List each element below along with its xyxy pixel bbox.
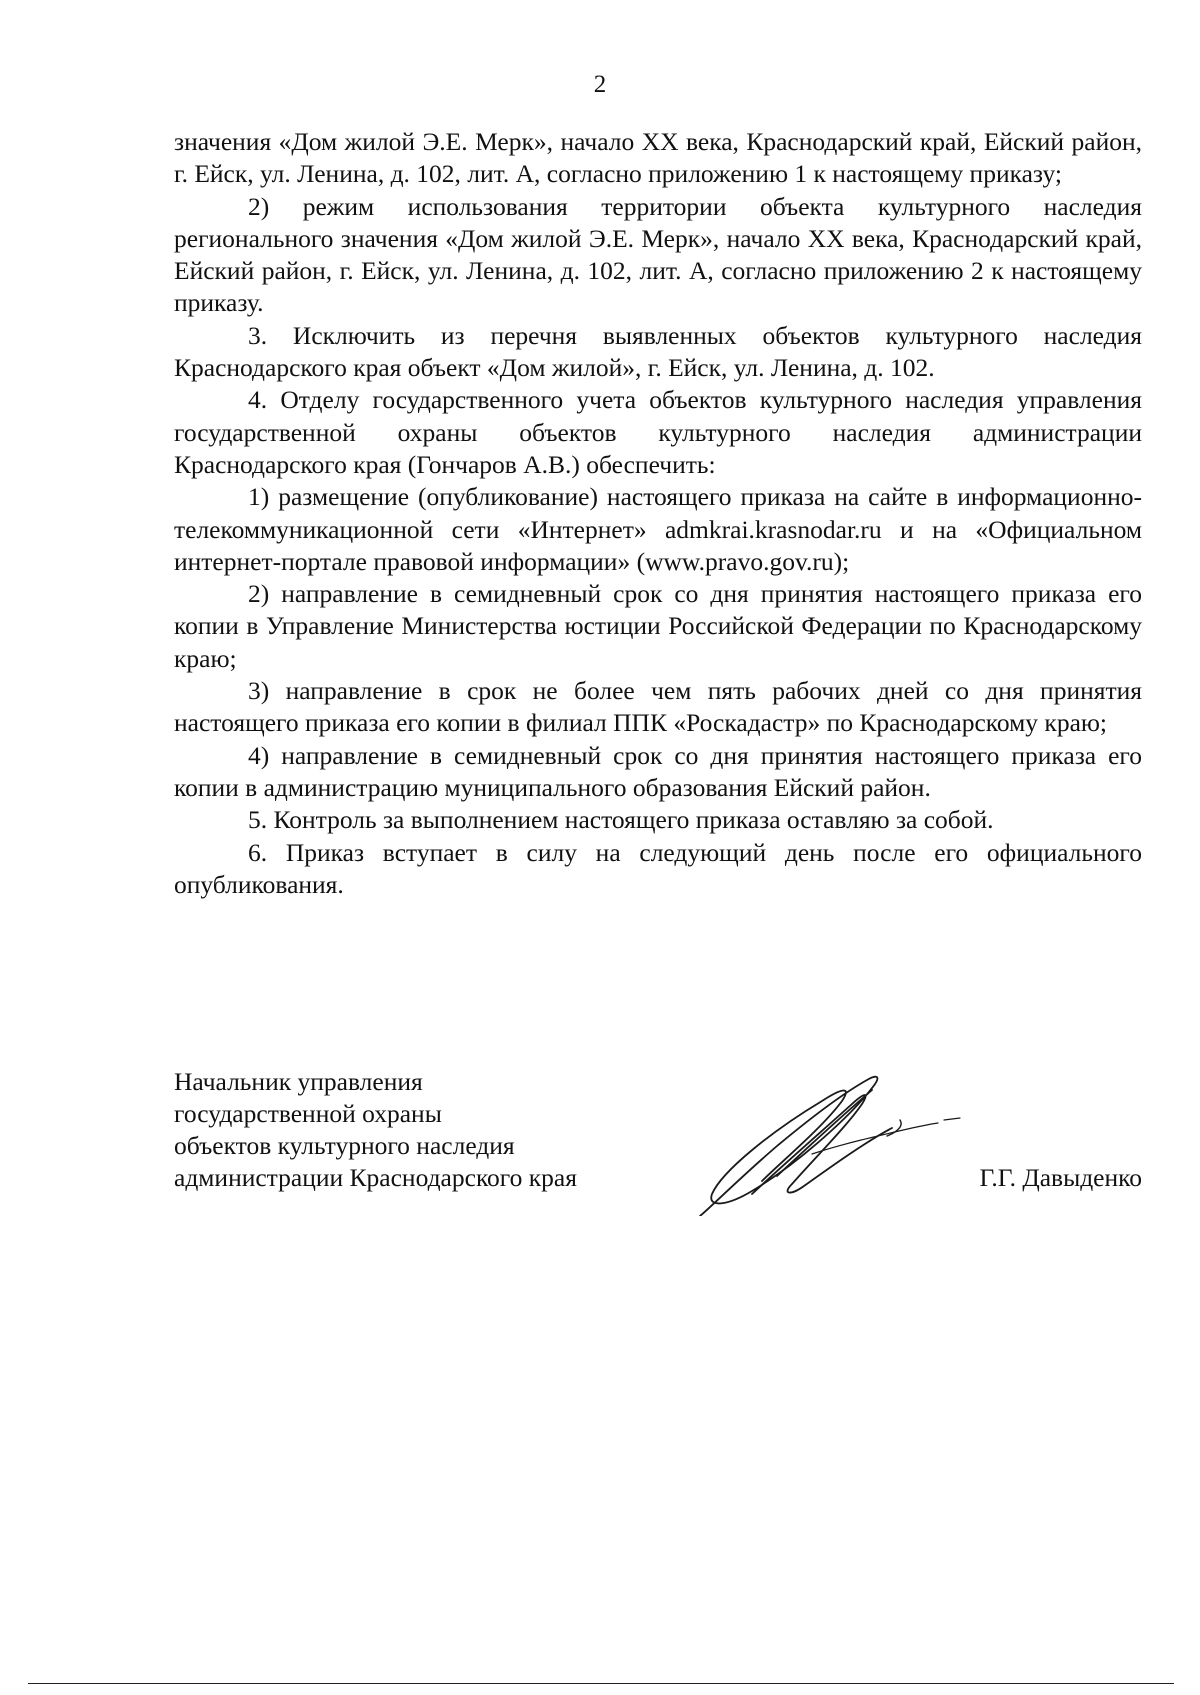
paragraph-item-5: 5. Контроль за выполнением настоящего приказа оставляю за собой. xyxy=(248,805,994,835)
signer-position-line: объектов культурного наследия xyxy=(174,1131,515,1160)
paragraph-continuation: значения «Дом жилой Э.Е. Мерк», начало XX века, Краснодарский край, Ейский район, г. Ейск, ул. Ленина, д. 102, лит. А, согласно приложению 1 к настоящему приказу; xyxy=(174,127,1142,189)
signer-name: Г.Г. Давыденко xyxy=(979,1163,1142,1192)
paragraph-item-3: 3. Исключить из перечня выявленных объектов культурного наследия Краснодарского края объект «Дом жилой», г. Ейск, ул. Ленина, д. 102. xyxy=(174,320,1142,383)
signer-position xyxy=(174,1066,577,1194)
page-number: 2 xyxy=(593,71,607,98)
document-body xyxy=(174,126,1142,901)
bottom-divider xyxy=(28,1683,1174,1684)
paragraph-subitem-1: 1) размещение (опубликование) настоящего приказа на сайте в информационно-телекоммуникационной сети «Интернет» admkrai.krasnodar.ru и на «Официальном интернет-портале правовой информации» (www.pravo.gov.ru); xyxy=(174,482,1142,576)
paragraph-subitem-3: 3) направление в срок не более чем пять рабочих дней со дня принятия настоящего приказа его копии в филиал ППК «Роскадастр» по Краснодарскому краю; xyxy=(174,676,1142,738)
signer-position-line: Начальник управления xyxy=(174,1067,423,1096)
paragraph-item-6: 6. Приказ вступает в силу на следующий день после его официального опубликования. xyxy=(174,837,1142,899)
handwritten-signature xyxy=(682,1066,962,1216)
signature-block xyxy=(174,1066,1142,1236)
paragraph-item-2: 2) режим использования территории объекта культурного наследия регионального значения «Дом жилой Э.Е. Мерк», начало XX века, Краснодарский край, Ейский район, г. Ейск, ул. Ленина, д. 102, лит. А, согласно приложению 2 к настоящему приказу. xyxy=(174,191,1142,318)
paragraph-item-4: 4. Отделу государственного учета объектов культурного наследия управления государственной охраны объектов культурного наследия администрации Краснодарского края (Гончаров А.В.) обеспечить: xyxy=(174,385,1142,479)
paragraph-subitem-4: 4) направление в семидневный срок со дня принятия настоящего приказа его копии в администрацию муниципального образования Ейский район. xyxy=(174,740,1142,802)
signer-position-line: государственной охраны xyxy=(174,1099,442,1128)
paragraph-subitem-2: 2) направление в семидневный срок со дня принятия настоящего приказа его копии в Управление Министерства юстиции Российской Федерации по Краснодарскому краю; xyxy=(174,579,1142,673)
signer-position-line: администрации Краснодарского края xyxy=(174,1163,577,1192)
